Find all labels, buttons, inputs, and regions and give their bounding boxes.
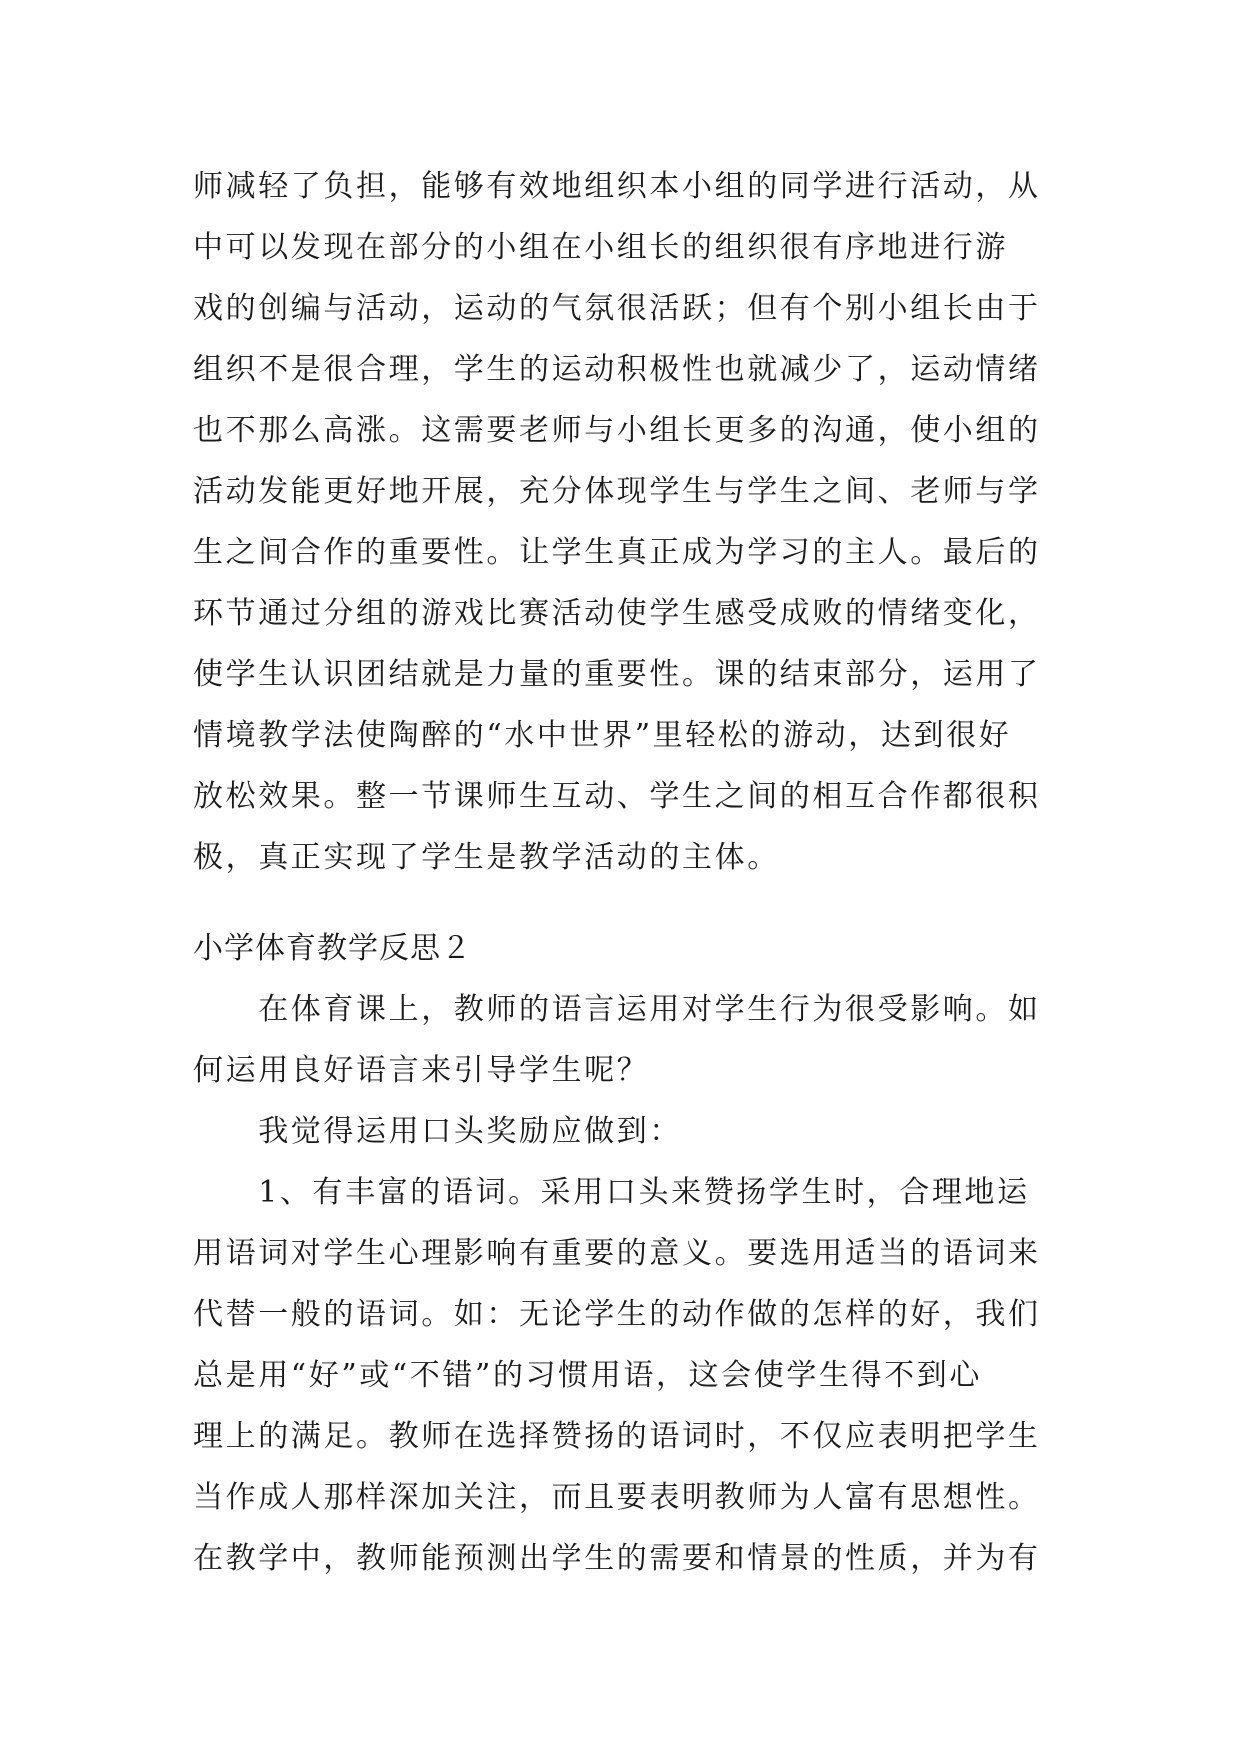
text-line: 极，真正实现了学生是教学活动的主体。 xyxy=(193,840,780,875)
text-line: 总是用“好”或“不错”的习惯用语，这会使学生得不到心 xyxy=(193,1358,982,1393)
text-line: 用语词对学生心理影响有重要的意义。要选用适当的语词来 xyxy=(193,1236,1041,1271)
text-line: 在体育课上，教师的语言运用对学生行为很受影响。如 xyxy=(193,992,1041,1027)
text-line: 当作成人那样深加关注，而且要表明教师为人富有思想性。 xyxy=(193,1480,1041,1515)
text-line: 中可以发现在部分的小组在小组长的组织很有序地进行游 xyxy=(193,230,1008,265)
text-line: 代替一般的语词。如：无论学生的动作做的怎样的好，我们 xyxy=(193,1297,1041,1332)
text-line: 放松效果。整一节课师生互动、学生之间的相互合作都很积 xyxy=(193,779,1041,814)
text-line: 组织不是很合理，学生的运动积极性也就减少了，运动情绪 xyxy=(193,352,1041,387)
section-2-body xyxy=(193,979,1053,1589)
text-line: 师减轻了负担，能够有效地组织本小组的同学进行活动，从 xyxy=(193,169,1041,204)
text-line: 也不那么高涨。这需要老师与小组长更多的沟通，使小组的 xyxy=(193,413,1041,448)
paragraph-1 xyxy=(193,156,1053,888)
text-line: 1、有丰富的语词。采用口头来赞扬学生时，合理地运 xyxy=(193,1175,1030,1210)
text-line: 情境教学法使陶醉的“水中世界”里轻松的游动，达到很好 xyxy=(193,718,1012,753)
text-line: 生之间合作的重要性。让学生真正成为学习的主人。最后的 xyxy=(193,535,1041,570)
text-line: 活动发能更好地开展，充分体现学生与学生之间、老师与学 xyxy=(193,474,1041,509)
text-line: 在教学中，教师能预测出学生的需要和情景的性质，并为有 xyxy=(193,1541,1041,1576)
text-line: 理上的满足。教师在选择赞扬的语词时，不仅应表明把学生 xyxy=(193,1419,1041,1454)
text-line: 戏的创编与活动，运动的气氛很活跃；但有个别小组长由于 xyxy=(193,291,1041,326)
text-line: 我觉得运用口头奖励应做到： xyxy=(193,1114,682,1149)
section-heading: 小学体育教学反思２ xyxy=(193,931,472,966)
text-line: 使学生认识团结就是力量的重要性。课的结束部分，运用了 xyxy=(193,657,1041,692)
text-line: 何运用良好语言来引导学生呢？ xyxy=(193,1053,650,1088)
text-line: 环节通过分组的游戏比赛活动使学生感受成败的情绪变化， xyxy=(193,596,1041,631)
